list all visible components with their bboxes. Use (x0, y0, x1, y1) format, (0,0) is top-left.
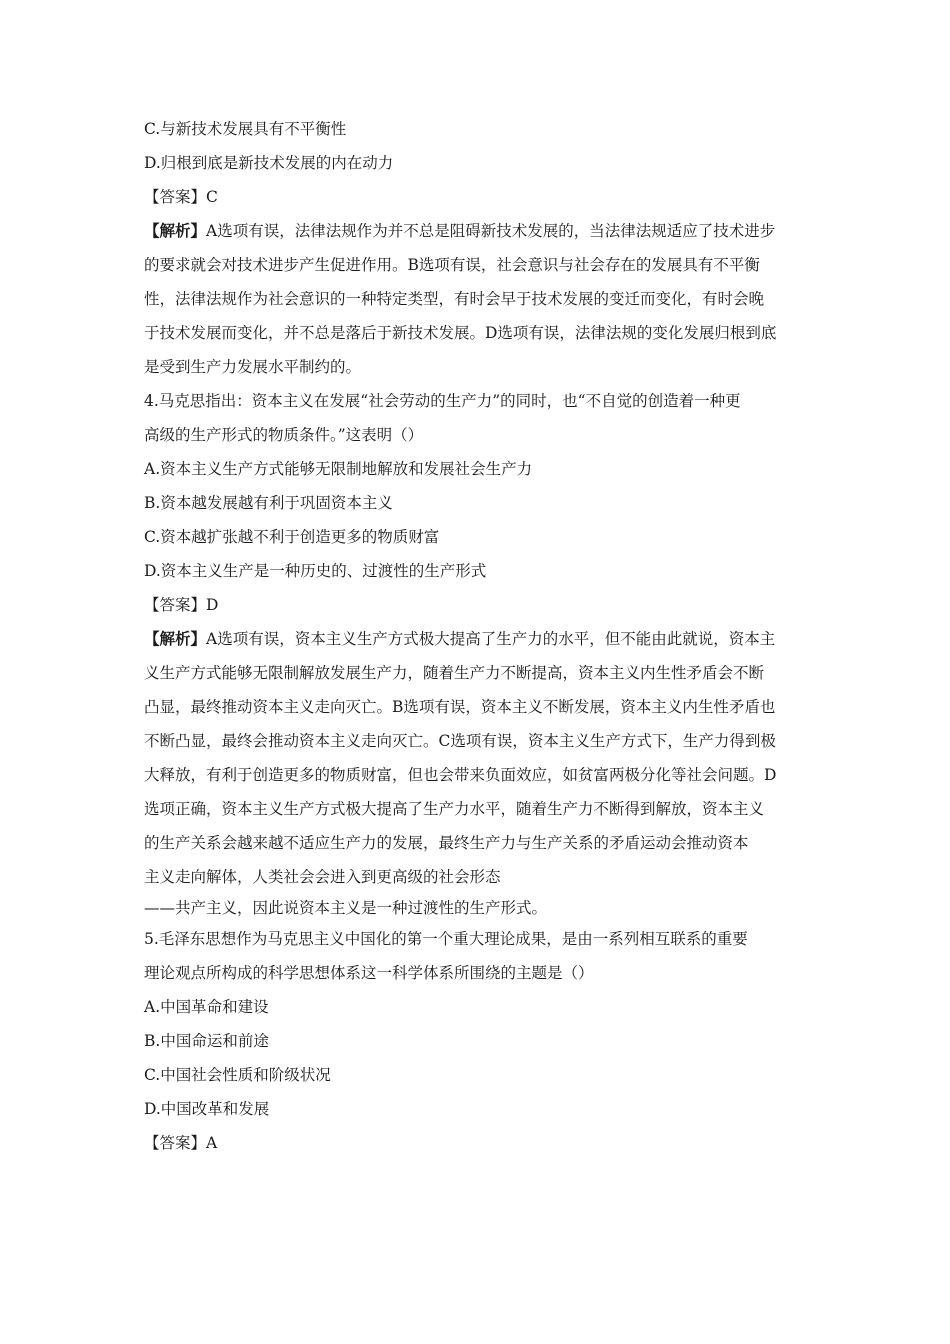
q4-analysis-line (144, 622, 812, 656)
q4-analysis-line: 选项正确，资本主义生产方式极大提高了生产力水平，随着生产力不断得到解放，资本主义 (144, 800, 765, 818)
answer-label: 【答案】 (144, 1134, 207, 1152)
q4-analysis-line: 凸显，最终推动资本主义走向灭亡。B选项有误，资本主义不断发展，资本主义内生性矛盾也 (144, 698, 776, 716)
q3-analysis-line: 于技术发展而变化，并不总是落后于新技术发展。D选项有误，法律法规的变化发展归根到底 (144, 324, 777, 342)
q4-answer (144, 588, 812, 622)
q4-option-b: B.资本越发展越有利于巩固资本主义 (144, 494, 393, 512)
q4-analysis-line: 的生产关系会越来越不适应生产力的发展，最终生产力与生产关系的矛盾运动会推动资本 (144, 834, 749, 852)
q4-stem-line: 高级的生产形式的物质条件。”这表明（） (144, 426, 424, 444)
q5-option-d: D.中国改革和发展 (144, 1100, 270, 1118)
answer-label: 【答案】 (144, 596, 207, 614)
q3-option-d: D.归根到底是新技术发展的内在动力 (144, 154, 394, 172)
q4-analysis (144, 622, 812, 922)
q4-analysis-line: 义生产方式能够无限制解放发展生产力，随着生产力不断提高，资本主义内生性矛盾会不断 (144, 664, 765, 682)
q5-option-c: C.中国社会性质和阶级状况 (144, 1066, 331, 1084)
q4-analysis-line: 主义走向解体，人类社会会进入到更高级的社会形态 (144, 868, 501, 886)
q5-option-a: A.中国革命和建设 (144, 998, 269, 1016)
document-page (144, 112, 812, 1160)
answer-value: A (206, 1134, 218, 1152)
q4-option-a: A.资本主义生产方式能够无限制地解放和发展社会生产力 (144, 460, 533, 478)
q3-analysis-line: 的要求就会对技术进步产生促进作用。B选项有误，社会意识与社会存在的发展具有不平衡 (144, 256, 760, 274)
answer-label: 【答案】 (144, 188, 207, 206)
analysis-label: 【解析】 (144, 629, 207, 648)
answer-value: C (206, 188, 218, 206)
q3-analysis-line (144, 214, 812, 248)
q3-analysis-line: 性，法律法规作为社会意识的一种特定类型，有时会早于技术发展的变迁而变化，有时会晚 (144, 290, 765, 308)
analysis-label: 【解析】 (144, 221, 207, 240)
q3-analysis (144, 214, 812, 384)
q4-analysis-line: 大释放，有利于创造更多的物质财富，但也会带来负面效应，如贫富两极分化等社会问题。D (144, 766, 777, 784)
q3-analysis-line: 是受到生产力发展水平制约的。 (144, 358, 362, 376)
q4-stem-line: 4.马克思指出：资本主义在发展“社会劳动的生产力”的同时，也“不自觉的创造着一种更 (144, 392, 741, 410)
q4-option-c: C.资本越扩张越不利于创造更多的物质财富 (144, 528, 440, 546)
q3-option-c: C.与新技术发展具有不平衡性 (144, 120, 347, 138)
analysis-text: A选项有误，资本主义生产方式极大提高了生产力的水平，但不能由此就说，资本主 (206, 630, 776, 648)
q3-answer (144, 180, 812, 214)
analysis-text: A选项有误，法律法规作为并不总是阻碍新技术发展的，当法律法规适应了技术进步 (206, 222, 776, 240)
q5-stem-line: 5.毛泽东思想作为马克思主义中国化的第一个重大理论成果，是由一系列相互联系的重要 (144, 930, 748, 948)
answer-value: D (206, 596, 219, 614)
q4-analysis-line: 不断凸显，最终会推动资本主义走向灭亡。C选项有误，资本主义生产方式下，生产力得到极 (144, 732, 776, 750)
q4-analysis-line: ——共产主义，因此说资本主义是一种过渡性的生产形式。 (144, 899, 548, 917)
q5-stem-line: 理论观点所构成的科学思想体系这一科学体系所围绕的主题是（） (144, 964, 594, 982)
q5-option-b: B.中国命运和前途 (144, 1032, 269, 1050)
q4-option-d: D.资本主义生产是一种历史的、过渡性的生产形式 (144, 562, 487, 580)
q5-answer (144, 1126, 812, 1160)
